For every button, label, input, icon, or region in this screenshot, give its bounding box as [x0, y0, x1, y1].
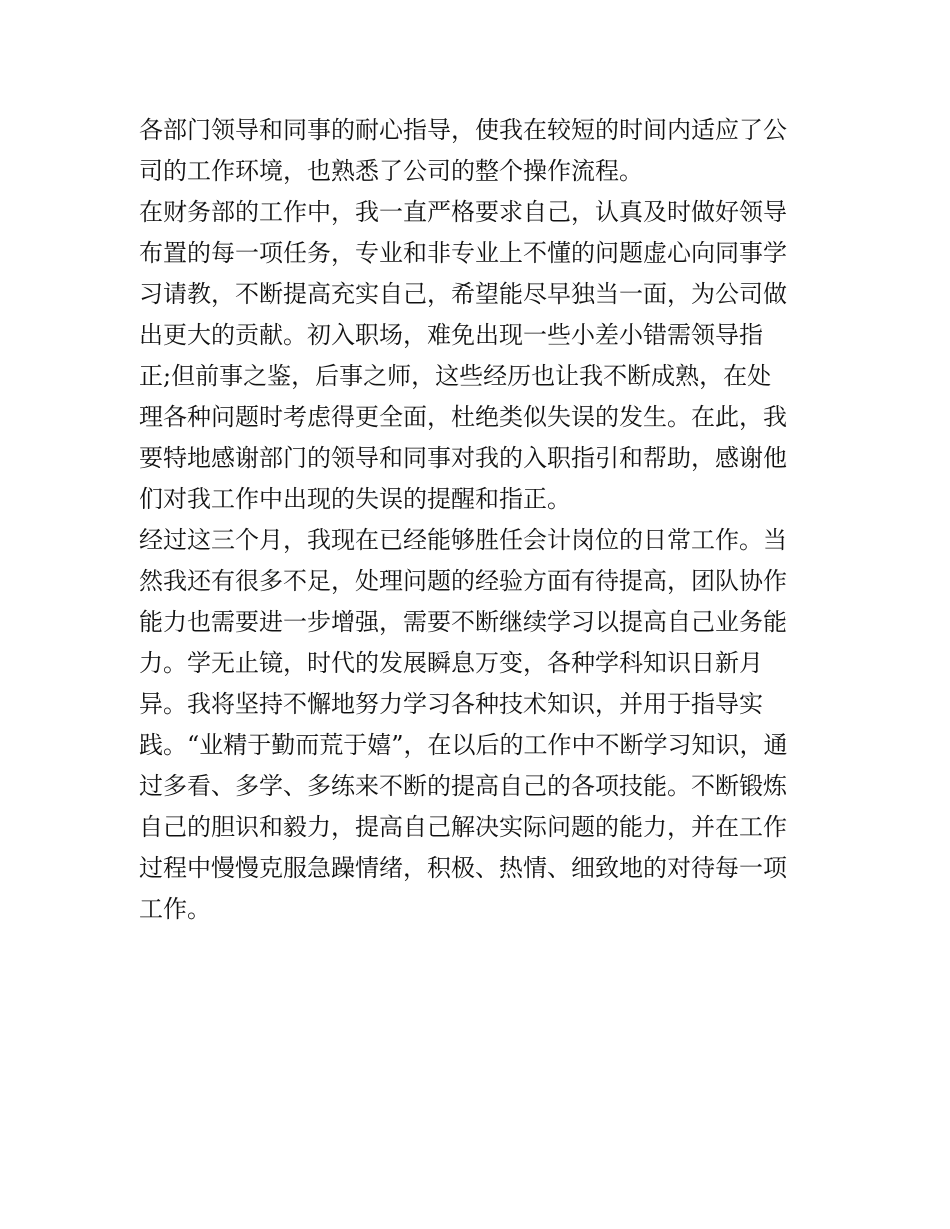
- text-line: 理各种问题时考虑得更全面，杜绝类似失误的发生。在此，我: [139, 403, 787, 431]
- text-line: 自己的胆识和毅力，提高自己解决实际问题的能力，并在工作: [139, 813, 787, 841]
- text-line: 习请教，不断提高充实自己，希望能尽早独当一面，为公司做: [139, 280, 787, 308]
- text-line: 然我还有很多不足，处理问题的经验方面有待提高，团队协作: [139, 567, 787, 595]
- text-line: 司的工作环境，也熟悉了公司的整个操作流程。: [139, 157, 643, 185]
- text-line: 在财务部的工作中，我一直严格要求自己，认真及时做好领导: [139, 198, 787, 226]
- text-line: 过多看、多学、多练来不断的提高自己的各项技能。不断锻炼: [139, 772, 787, 800]
- text-line: 经过这三个月，我现在已经能够胜任会计岗位的日常工作。当: [139, 526, 787, 554]
- text-line: 工作。: [139, 895, 211, 923]
- text-line: 布置的每一项任务，专业和非专业上不懂的问题虚心向同事学: [139, 239, 787, 267]
- text-line: 要特地感谢部门的领导和同事对我的入职指引和帮助，感谢他: [139, 444, 787, 472]
- text-line: 各部门领导和同事的耐心指导，使我在较短的时间内适应了公: [139, 116, 787, 144]
- text-line: 出更大的贡献。初入职场，难免出现一些小差小错需领导指: [139, 321, 763, 349]
- text-line: 力。学无止镜，时代的发展瞬息万变，各种学科知识日新月: [139, 649, 763, 677]
- text-line: 们对我工作中出现的失误的提醒和指正。: [139, 485, 571, 513]
- text-line: 正;但前事之鉴，后事之师，这些经历也让我不断成熟，在处: [139, 362, 772, 390]
- text-line: 异。我将坚持不懈地努力学习各种技术知识，并用于指导实: [139, 690, 763, 718]
- text-line: 过程中慢慢克服急躁情绪，积极、热情、细致地的对待每一项: [139, 854, 787, 882]
- text-line: 能力也需要进一步增强，需要不断继续学习以提高自己业务能: [139, 608, 787, 636]
- body-text: [139, 110, 819, 930]
- text-line: 践。“业精于勤而荒于嬉”，在以后的工作中不断学习知识，通: [139, 731, 788, 759]
